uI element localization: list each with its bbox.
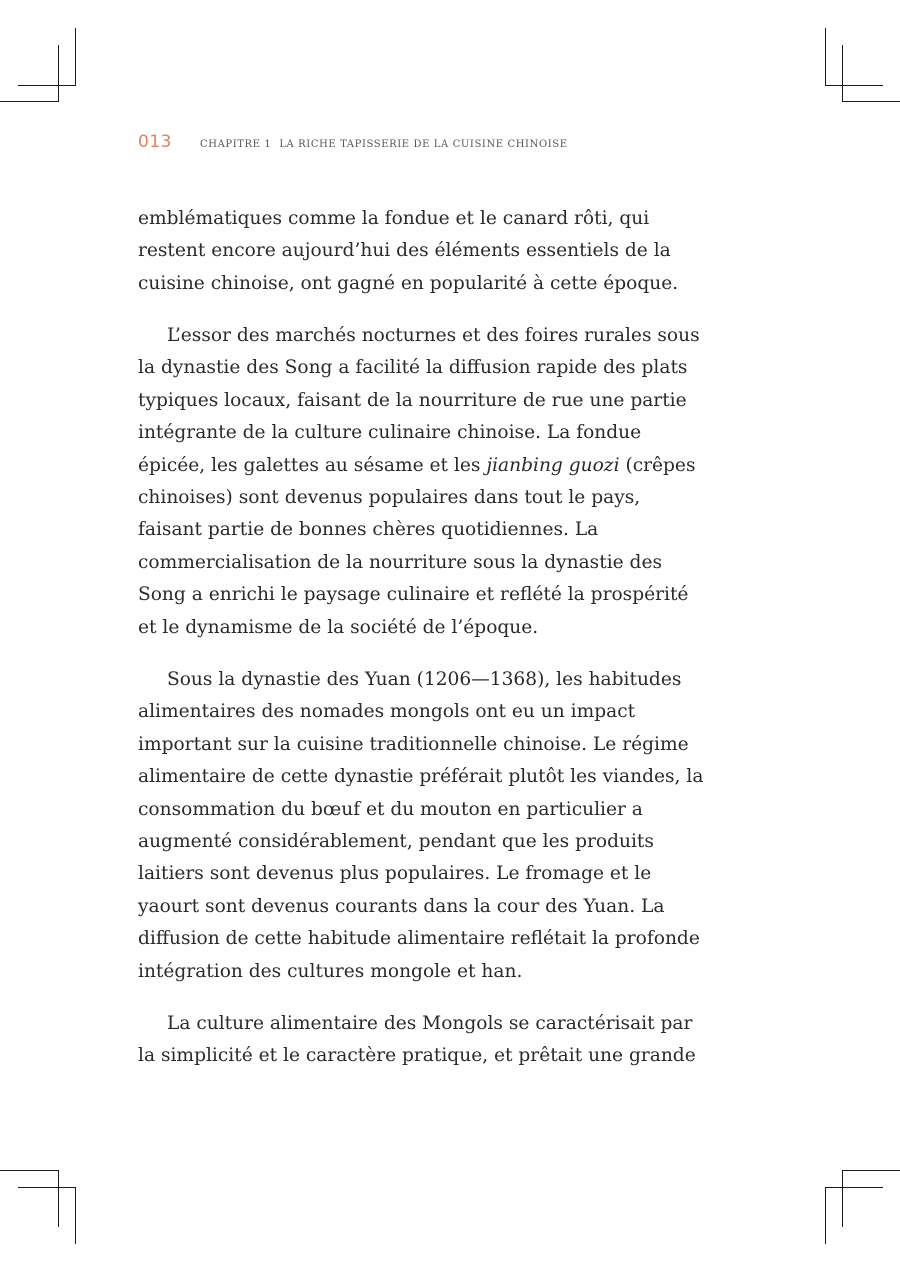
chapter-heading	[200, 139, 568, 150]
paragraph-text: (crêpes chinoises) sont devenus populaires dans tout le pays, faisant partie de bonnes chères quotidiennes. La commercialisation de la nourriture sous la dynastie des Song a enrichi le paysage culinaire et reflété la prospérité et le dynamisme de la société de l’époque.	[138, 454, 696, 638]
crop-mark-bottom-left	[0, 1170, 58, 1171]
italic-term: jianbing guozi	[486, 454, 620, 476]
crop-mark-bottom-right	[842, 1170, 843, 1227]
paragraph: La culture alimentaire des Mongols se caractérisait par la simplicité et le caractère pratique, et prêtait une grande	[138, 1012, 696, 1067]
crop-mark-top-left	[18, 85, 76, 86]
page-number: 013	[138, 132, 172, 152]
crop-mark-top-right	[825, 28, 826, 85]
crop-mark-top-left	[0, 101, 58, 102]
paragraph-text: L’essor des marchés nocturnes et des foires rurales sous la dynastie des Song a facilité la diffusion rapide des plats typiques locaux, faisant de la nourriture de rue une partie intégrante de la culture culinaire chinoise. La fondue épicée, les galettes au sésame et les	[138, 325, 700, 476]
paragraph: emblématiques comme la fondue et le canard rôti, qui restent encore aujourd’hui des éléments essentiels de la cuisine chinoise, ont gagné en popularité à cette époque.	[138, 208, 679, 294]
crop-mark-bottom-right	[842, 1170, 900, 1171]
crop-mark-bottom-right	[825, 1187, 883, 1188]
running-header	[138, 132, 568, 152]
crop-mark-bottom-left	[58, 1170, 59, 1227]
crop-mark-bottom-right	[825, 1187, 826, 1244]
crop-mark-top-right	[825, 85, 883, 86]
crop-mark-top-right	[842, 45, 843, 102]
paragraph: Sous la dynastie des Yuan (1206—1368), les habitudes alimentaires des nomades mongols ont eu un impact important sur la cuisine traditionnelle chinoise. Le régime alimentaire de cette dynastie préférait plutôt les viandes, la consommation du bœuf et du mouton en particulier a augmenté considérablement, pendant que les produits laitiers sont devenus plus populaires. Le fromage et le yaourt sont devenus courants dans la cour des Yuan. La diffusion de cette habitude alimentaire reflétait la profonde intégration des cultures mongole et han.	[138, 668, 704, 982]
crop-mark-bottom-left	[18, 1187, 76, 1188]
crop-mark-top-left	[58, 45, 59, 102]
paragraph	[138, 320, 708, 644]
chapter-label: CHAPITRE 1	[200, 139, 272, 150]
body-text	[138, 203, 708, 1092]
crop-mark-bottom-left	[75, 1187, 76, 1244]
crop-mark-top-left	[75, 28, 76, 85]
chapter-title: LA RICHE TAPISSERIE DE LA CUISINE CHINOISE	[279, 139, 568, 150]
crop-mark-top-right	[842, 101, 900, 102]
